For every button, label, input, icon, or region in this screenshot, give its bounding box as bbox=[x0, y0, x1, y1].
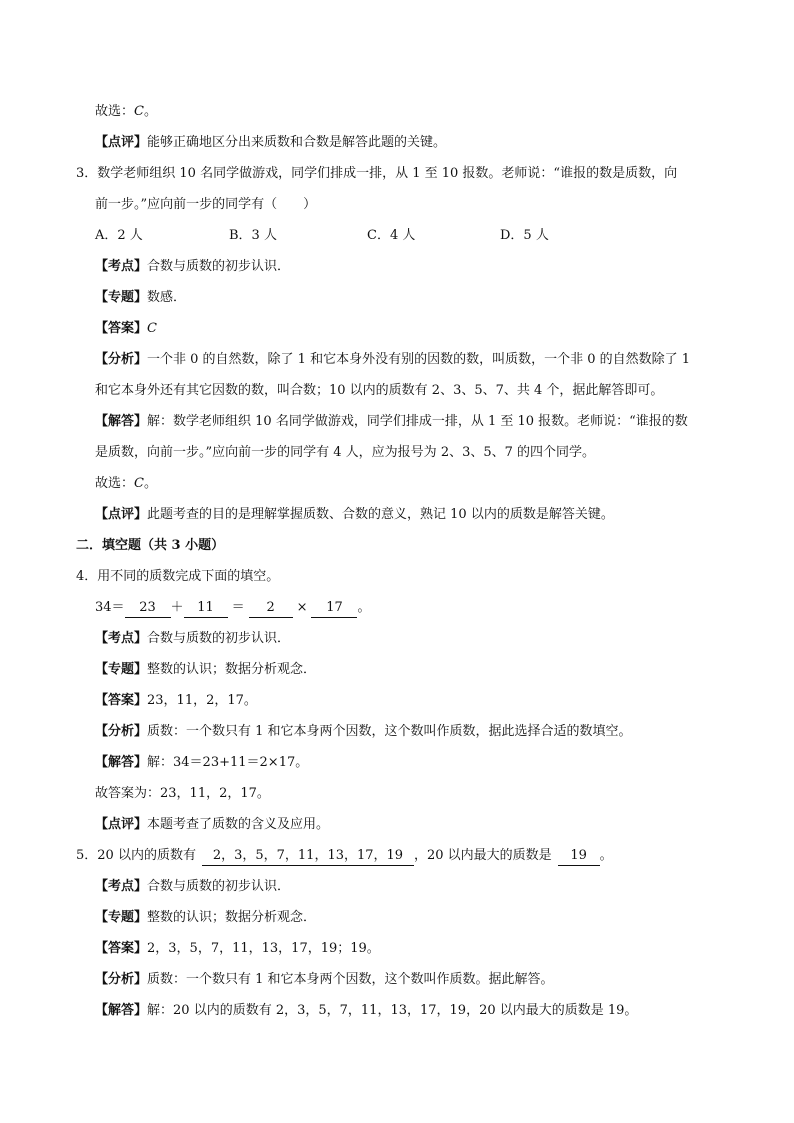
answer-label: 【答案】 bbox=[95, 941, 148, 956]
option-c: C．4 人 bbox=[367, 228, 416, 243]
comment-text: 能够正确地区分出来质数和合数是解答此题的关键。 bbox=[147, 135, 447, 150]
stem-part2: ，20 以内最大的质数是 bbox=[413, 848, 552, 863]
q2-comment bbox=[95, 133, 446, 153]
kaodian-text: 合数与质数的初步认识． bbox=[147, 259, 291, 274]
stem-part1: 20 以内的质数有 bbox=[97, 848, 196, 863]
question-stem: 数学老师组织 10 名同学做游戏，同学们排成一排，从 1 至 10 报数。老师说：“谁报的数是质数，向 bbox=[97, 166, 678, 181]
q3-fenxi-line2: 和它本身外还有其它因数的数，叫合数；10 以内的质数有 2、3、5、7、共 4 个，据此解答即可。 bbox=[95, 383, 664, 398]
kaodian-text: 合数与质数的初步认识． bbox=[147, 879, 291, 894]
q4-kaodian bbox=[95, 629, 290, 649]
jieda-label: 【解答】 bbox=[95, 755, 148, 770]
q3-jieda-line1 bbox=[95, 412, 688, 432]
section-title: 二．填空题（共 3 小题） bbox=[76, 538, 225, 553]
zhuanti-text: 整数的认识；数据分析观念． bbox=[147, 662, 317, 677]
q4-fenxi bbox=[95, 722, 632, 742]
option-a: A．2 人 bbox=[95, 228, 143, 243]
q3-jieda-line2: 是质数，向前一步。”应向前一步的同学有 4 人，应为报号为 2、3、5、7 的四个同学。 bbox=[95, 445, 596, 460]
q5-kaodian bbox=[95, 877, 290, 897]
choice-value: C bbox=[134, 476, 144, 491]
equals-sign: ＝ bbox=[231, 600, 245, 615]
q2-choice-line bbox=[95, 102, 157, 122]
zhuanti-text: 整数的认识；数据分析观念． bbox=[147, 910, 317, 925]
fenxi-label: 【分析】 bbox=[95, 724, 148, 739]
answer-text: C bbox=[147, 321, 157, 336]
q3-zhuanti bbox=[95, 288, 186, 308]
q4-zhuanti bbox=[95, 660, 316, 680]
zhuanti-label: 【专题】 bbox=[95, 910, 148, 925]
comment-label: 【点评】 bbox=[95, 817, 148, 832]
zhuanti-label: 【专题】 bbox=[95, 290, 148, 305]
blank-2: 11 bbox=[184, 599, 228, 618]
kaodian-label: 【考点】 bbox=[95, 879, 148, 894]
choice-value: C bbox=[134, 104, 144, 119]
q5-fenxi bbox=[95, 970, 554, 990]
answer-text: 23，11，2，17。 bbox=[147, 693, 257, 708]
q4-final-answer: 故答案为：23，11，2，17。 bbox=[95, 786, 270, 801]
comment-text: 此题考查的目的是理解掌握质数、合数的意义，熟记 10 以内的质数是解答关键。 bbox=[147, 507, 614, 522]
q5-stem bbox=[76, 846, 613, 866]
q3-answer bbox=[95, 319, 157, 339]
blank-4: 17 bbox=[311, 599, 357, 618]
jieda-label: 【解答】 bbox=[95, 414, 148, 429]
q3-kaodian bbox=[95, 257, 290, 277]
answer-label: 【答案】 bbox=[95, 321, 148, 336]
choice-suffix: 。 bbox=[143, 476, 157, 491]
option-d: D．5 人 bbox=[500, 228, 549, 243]
q3-fenxi-line1 bbox=[95, 350, 690, 370]
jieda-text: 解：20 以内的质数有 2，3，5，7，11，13，17，19，20 以内最大的质数是 19。 bbox=[147, 1003, 638, 1018]
jieda-text: 解：数学老师组织 10 名同学做游戏，同学们排成一排，从 1 至 10 报数。老师说：“谁报的数 bbox=[147, 414, 688, 429]
comment-label: 【点评】 bbox=[95, 507, 148, 522]
choice-suffix: 。 bbox=[143, 104, 157, 119]
q4-jieda bbox=[95, 753, 308, 773]
q5-answer bbox=[95, 939, 380, 959]
answer-text: 2，3，5，7，11，13，17，19；19。 bbox=[147, 941, 380, 956]
choice-prefix: 故选： bbox=[95, 104, 135, 119]
kaodian-label: 【考点】 bbox=[95, 631, 148, 646]
fenxi-label: 【分析】 bbox=[95, 352, 148, 367]
question-number: 5． bbox=[76, 848, 98, 863]
question-number: 4． bbox=[76, 569, 98, 584]
q4-comment bbox=[95, 815, 329, 835]
comment-text: 本题考查了质数的含义及应用。 bbox=[147, 817, 330, 832]
option-b: B．3 人 bbox=[229, 228, 277, 243]
q3-comment bbox=[95, 505, 614, 525]
fenxi-label: 【分析】 bbox=[95, 972, 148, 987]
jieda-text: 解：34＝23+11＝2×17。 bbox=[147, 755, 309, 770]
kaodian-label: 【考点】 bbox=[95, 259, 148, 274]
zhuanti-label: 【专题】 bbox=[95, 662, 148, 677]
blank-1: 2，3，5，7，11，13，17，19 bbox=[202, 847, 414, 866]
blank-1: 23 bbox=[125, 599, 171, 618]
q4-stem bbox=[76, 567, 279, 587]
q5-zhuanti bbox=[95, 908, 316, 928]
comment-label: 【点评】 bbox=[95, 135, 148, 150]
q3-stem-line1 bbox=[76, 164, 677, 184]
kaodian-text: 合数与质数的初步认识． bbox=[147, 631, 291, 646]
times-sign: × bbox=[296, 600, 308, 615]
zhuanti-text: 数感． bbox=[147, 290, 187, 305]
q4-equation bbox=[95, 598, 371, 618]
blank-2: 19 bbox=[558, 847, 600, 866]
answer-label: 【答案】 bbox=[95, 693, 148, 708]
question-number: 3． bbox=[76, 166, 98, 181]
blank-3: 2 bbox=[249, 599, 293, 618]
stem-end: 。 bbox=[599, 848, 613, 863]
eq-end: 。 bbox=[357, 600, 371, 615]
q5-jieda bbox=[95, 1001, 637, 1021]
choice-prefix: 故选： bbox=[95, 476, 135, 491]
fenxi-text: 质数：一个数只有 1 和它本身两个因数，这个数叫作质数。据此解答。 bbox=[147, 972, 554, 987]
jieda-label: 【解答】 bbox=[95, 1003, 148, 1018]
q4-answer bbox=[95, 691, 257, 711]
fenxi-text: 质数：一个数只有 1 和它本身两个因数，这个数叫作质数，据此选择合适的数填空。 bbox=[147, 724, 632, 739]
q3-choice-line bbox=[95, 474, 157, 494]
plus-sign: ＋ bbox=[170, 600, 184, 615]
question-stem: 用不同的质数完成下面的填空。 bbox=[97, 569, 280, 584]
eq-start: 34＝ bbox=[95, 600, 125, 615]
fenxi-text: 一个非 0 的自然数，除了 1 和它本身外没有别的因数的数，叫质数，一个非 0 的自然数除了 1 bbox=[147, 352, 691, 367]
q3-stem-line2: 前一步。”应向前一步的同学有（ ） bbox=[95, 197, 317, 212]
